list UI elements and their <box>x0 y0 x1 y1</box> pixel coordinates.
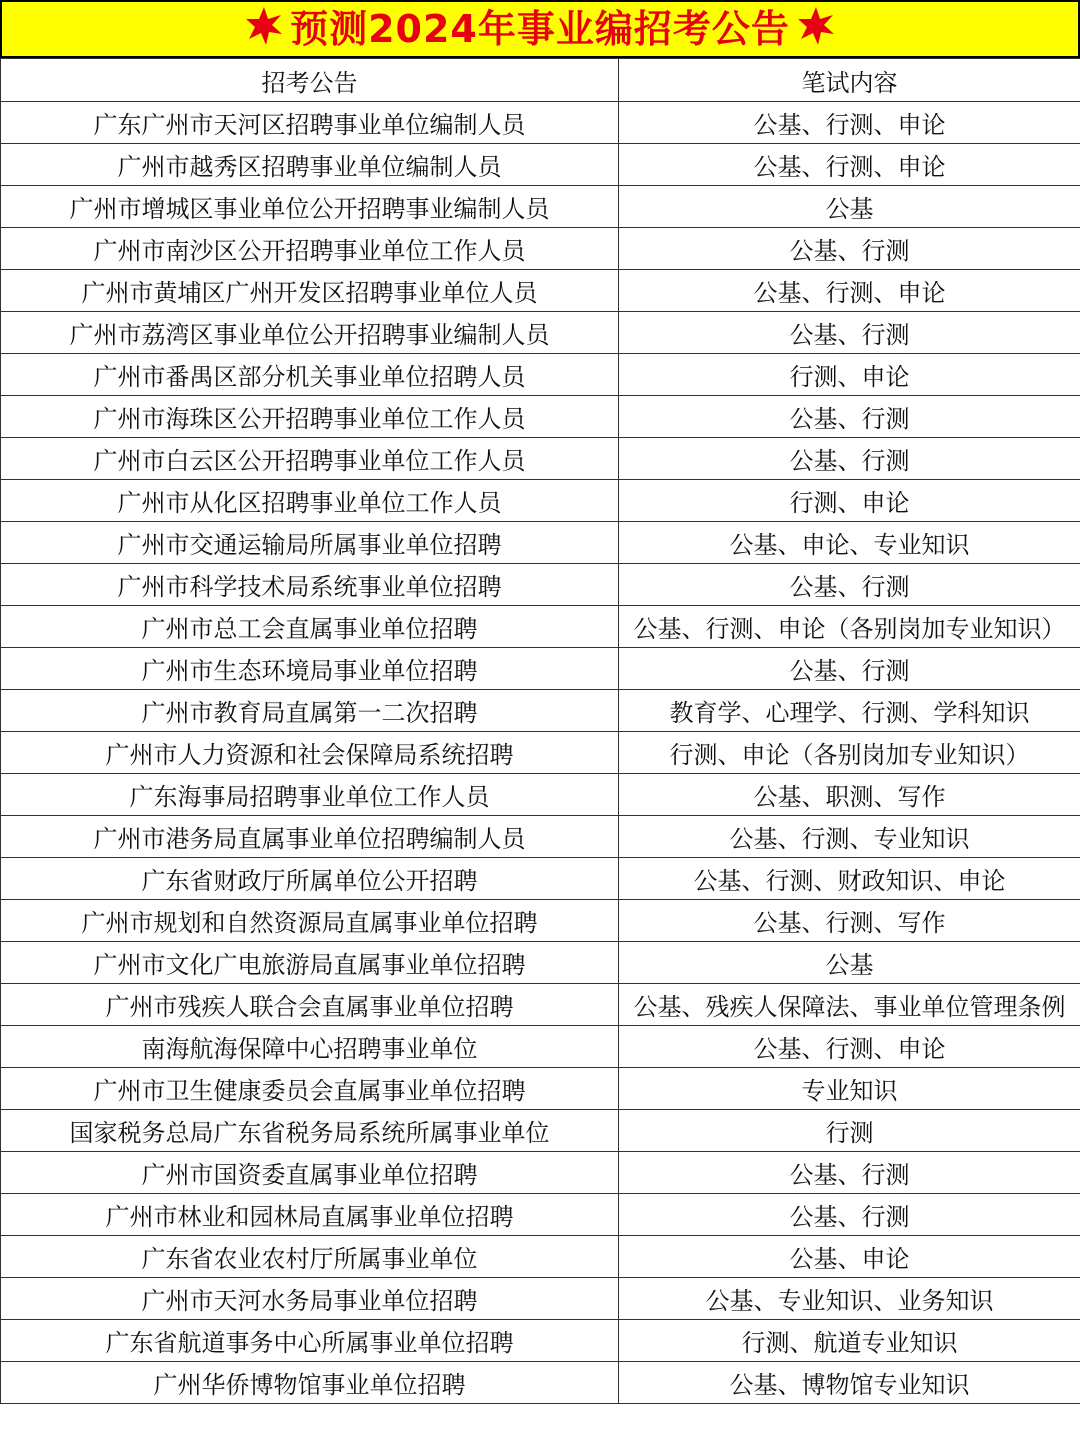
table-row <box>1 228 1080 270</box>
table-row <box>1 1362 1080 1404</box>
exam-content-cell: 行测 <box>619 1110 1080 1152</box>
table-row <box>1 564 1080 606</box>
exam-content-cell: 教育学、心理学、行测、学科知识 <box>619 690 1080 732</box>
exam-content-cell: 公基、行测 <box>619 312 1080 354</box>
announcement-cell: 广州市总工会直属事业单位招聘 <box>1 606 619 648</box>
announcement-cell: 南海航海保障中心招聘事业单位 <box>1 1026 619 1068</box>
exam-content-cell: 公基、行测 <box>619 228 1080 270</box>
announcement-cell: 广州市教育局直属第一二次招聘 <box>1 690 619 732</box>
table-row <box>1 1278 1080 1320</box>
exam-content-cell: 行测、航道专业知识 <box>619 1320 1080 1362</box>
announcement-cell: 国家税务总局广东省税务局系统所属事业单位 <box>1 1110 619 1152</box>
announcement-cell: 广州市卫生健康委员会直属事业单位招聘 <box>1 1068 619 1110</box>
table-row <box>1 774 1080 816</box>
announcement-cell: 广州市残疾人联合会直属事业单位招聘 <box>1 984 619 1026</box>
table-body <box>1 102 1080 1404</box>
table-row <box>1 816 1080 858</box>
announcement-cell: 广州市南沙区公开招聘事业单位工作人员 <box>1 228 619 270</box>
header-exam-content: 笔试内容 <box>619 59 1080 102</box>
announcement-cell: 广州市生态环境局事业单位招聘 <box>1 648 619 690</box>
table-row <box>1 438 1080 480</box>
table-row <box>1 1194 1080 1236</box>
exam-content-cell: 公基、残疾人保障法、事业单位管理条例 <box>619 984 1080 1026</box>
announcement-cell: 广州市荔湾区事业单位公开招聘事业编制人员 <box>1 312 619 354</box>
exam-content-cell: 公基、行测、申论 <box>619 1026 1080 1068</box>
table-row <box>1 984 1080 1026</box>
table-row <box>1 732 1080 774</box>
table-row <box>1 396 1080 438</box>
announcement-cell: 广州市番禺区部分机关事业单位招聘人员 <box>1 354 619 396</box>
table-row <box>1 144 1080 186</box>
header-announcement: 招考公告 <box>1 59 619 102</box>
exam-content-cell: 公基、行测 <box>619 396 1080 438</box>
announcement-cell: 广东省农业农村厅所属事业单位 <box>1 1236 619 1278</box>
announcement-cell: 广东海事局招聘事业单位工作人员 <box>1 774 619 816</box>
title-bar <box>0 0 1080 58</box>
exam-content-cell: 公基、行测、写作 <box>619 900 1080 942</box>
exam-content-cell: 公基、行测、申论 <box>619 270 1080 312</box>
exam-content-cell: 公基、行测 <box>619 564 1080 606</box>
exam-content-cell: 公基、行测 <box>619 648 1080 690</box>
table-row <box>1 858 1080 900</box>
table-row <box>1 186 1080 228</box>
announcement-cell: 广东省财政厅所属单位公开招聘 <box>1 858 619 900</box>
announcement-cell: 广州市增城区事业单位公开招聘事业编制人员 <box>1 186 619 228</box>
announcement-cell: 广州市科学技术局系统事业单位招聘 <box>1 564 619 606</box>
table-row <box>1 942 1080 984</box>
announcement-cell: 广州市人力资源和社会保障局系统招聘 <box>1 732 619 774</box>
exam-content-cell: 公基、行测、申论 <box>619 144 1080 186</box>
announcement-cell: 广东广州市天河区招聘事业单位编制人员 <box>1 102 619 144</box>
exam-content-cell: 公基、行测、申论（各别岗加专业知识） <box>619 606 1080 648</box>
announcement-cell: 广州市海珠区公开招聘事业单位工作人员 <box>1 396 619 438</box>
exam-content-cell: 公基、申论、专业知识 <box>619 522 1080 564</box>
announcement-cell: 广州市规划和自然资源局直属事业单位招聘 <box>1 900 619 942</box>
announcement-cell: 广州市天河水务局事业单位招聘 <box>1 1278 619 1320</box>
exam-content-cell: 行测、申论 <box>619 480 1080 522</box>
table-row <box>1 522 1080 564</box>
exam-content-cell: 公基、行测 <box>619 1194 1080 1236</box>
table-row <box>1 690 1080 732</box>
announcement-cell: 广州市交通运输局所属事业单位招聘 <box>1 522 619 564</box>
exam-content-cell: 公基 <box>619 942 1080 984</box>
exam-content-cell: 公基、申论 <box>619 1236 1080 1278</box>
table-row <box>1 1320 1080 1362</box>
exam-content-cell: 公基、行测、专业知识 <box>619 816 1080 858</box>
page-title: 预测2024年事业编招考公告 <box>290 7 790 51</box>
table-row <box>1 270 1080 312</box>
table-row <box>1 1236 1080 1278</box>
recruitment-table <box>0 58 1080 1404</box>
exam-content-cell: 行测、申论 <box>619 354 1080 396</box>
exam-content-cell: 公基、行测 <box>619 1152 1080 1194</box>
announcement-cell: 广州市港务局直属事业单位招聘编制人员 <box>1 816 619 858</box>
exam-content-cell: 公基、专业知识、业务知识 <box>619 1278 1080 1320</box>
header-row <box>1 59 1080 102</box>
table-row <box>1 1026 1080 1068</box>
exam-content-cell: 公基、行测 <box>619 438 1080 480</box>
announcement-cell: 广州市越秀区招聘事业单位编制人员 <box>1 144 619 186</box>
table-row <box>1 312 1080 354</box>
exam-content-cell: 公基 <box>619 186 1080 228</box>
table-row <box>1 648 1080 690</box>
announcement-cell: 广州市黄埔区广州开发区招聘事业单位人员 <box>1 270 619 312</box>
table-row <box>1 1152 1080 1194</box>
announcement-cell: 广州市国资委直属事业单位招聘 <box>1 1152 619 1194</box>
announcement-cell: 广州市文化广电旅游局直属事业单位招聘 <box>1 942 619 984</box>
table-row <box>1 1110 1080 1152</box>
table-row <box>1 606 1080 648</box>
exam-content-cell: 公基、博物馆专业知识 <box>619 1362 1080 1404</box>
table-row <box>1 1068 1080 1110</box>
announcement-cell: 广州市林业和园林局直属事业单位招聘 <box>1 1194 619 1236</box>
exam-content-cell: 行测、申论（各别岗加专业知识） <box>619 732 1080 774</box>
announcement-cell: 广东省航道事务中心所属事业单位招聘 <box>1 1320 619 1362</box>
exam-content-cell: 公基、职测、写作 <box>619 774 1080 816</box>
announcement-cell: 广州市从化区招聘事业单位工作人员 <box>1 480 619 522</box>
announcement-cell: 广州市白云区公开招聘事业单位工作人员 <box>1 438 619 480</box>
star-icon <box>796 6 836 53</box>
star-icon <box>244 6 284 53</box>
table-row <box>1 102 1080 144</box>
exam-content-cell: 公基、行测、财政知识、申论 <box>619 858 1080 900</box>
announcement-cell: 广州华侨博物馆事业单位招聘 <box>1 1362 619 1404</box>
exam-content-cell: 公基、行测、申论 <box>619 102 1080 144</box>
table-row <box>1 354 1080 396</box>
table-row <box>1 900 1080 942</box>
exam-content-cell: 专业知识 <box>619 1068 1080 1110</box>
table-row <box>1 480 1080 522</box>
